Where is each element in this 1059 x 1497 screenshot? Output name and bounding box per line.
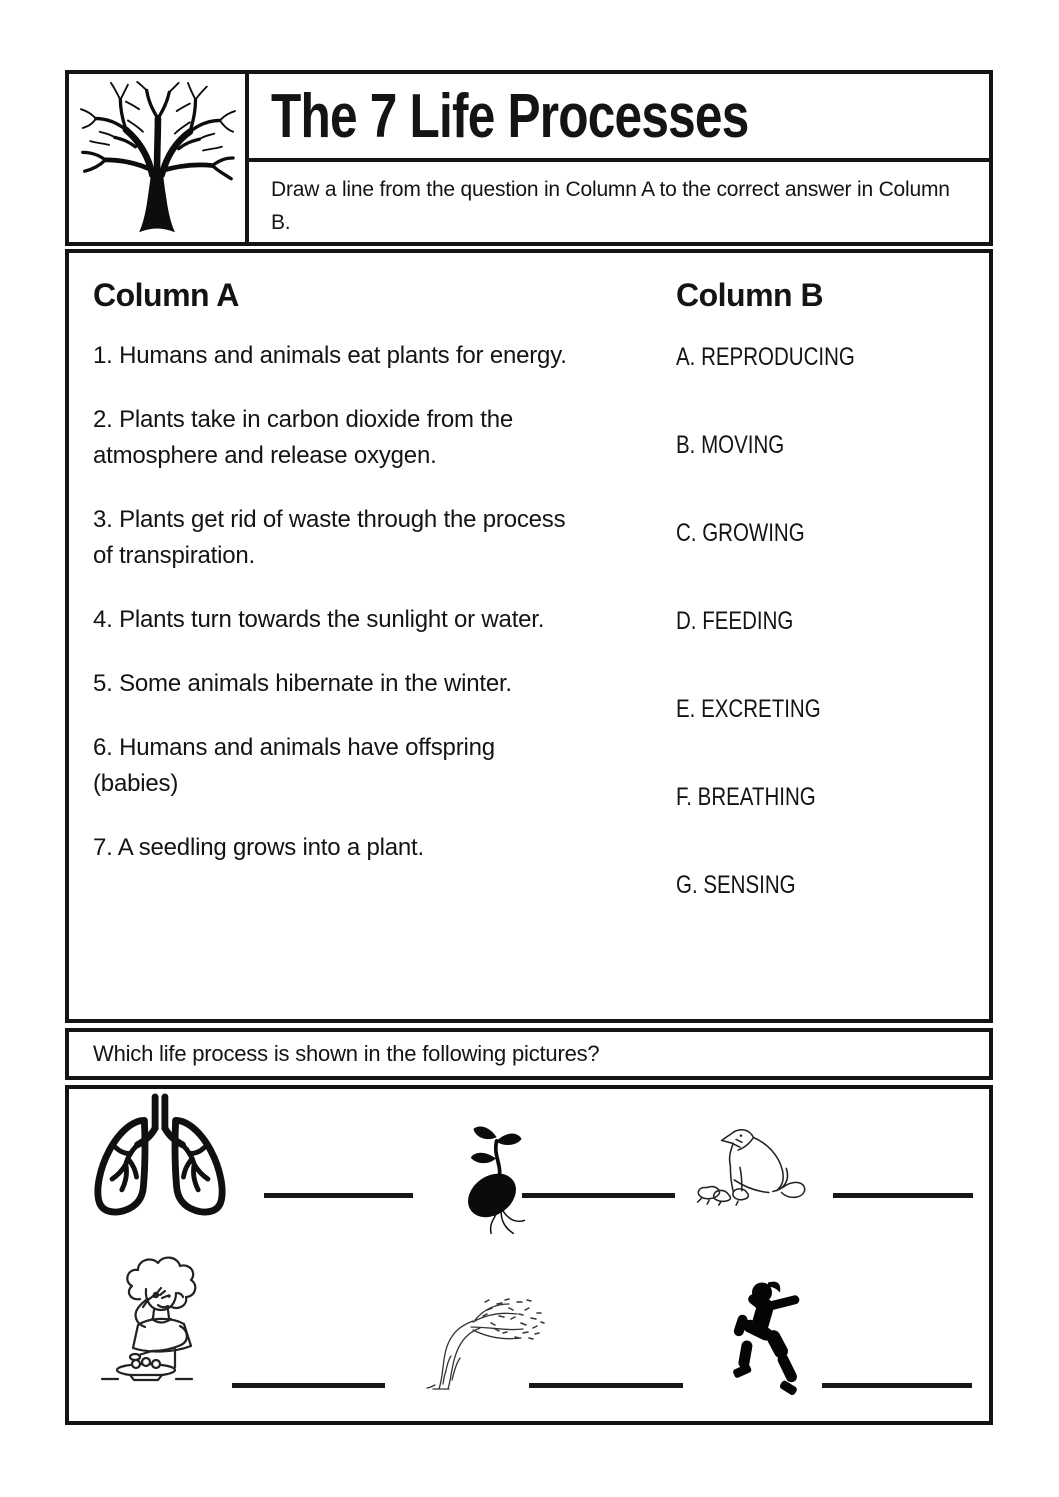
column-b-item-b: B. MOVING [676, 431, 785, 459]
person-eating-icon [90, 1253, 230, 1395]
column-a-item-1: 1. Humans and animals eat plants for energy. [93, 342, 567, 369]
bare-tree-icon [77, 81, 237, 236]
instructions-text: Draw a line from the question in Column A to the correct answer in Column B. [271, 178, 950, 234]
column-a-item-3: 3. Plants get rid of waste through the process of transpiration. [93, 506, 566, 569]
instructions-cell [249, 162, 989, 242]
picture-question-bar [65, 1028, 993, 1080]
column-b-item-g: G. SENSING [676, 871, 796, 899]
column-a-item-4: 4. Plants turn towards the sunlight or water. [93, 606, 545, 633]
answer-line-5 [529, 1383, 683, 1388]
answer-line-1 [264, 1193, 413, 1198]
answer-line-3 [833, 1193, 973, 1198]
column-b-heading: Column B [676, 277, 824, 313]
column-a-item-2: 2. Plants take in carbon dioxide from the atmosphere and release oxygen. [93, 406, 514, 469]
windblown-tree-icon [425, 1292, 545, 1392]
column-b-item-e: E. EXCRETING [676, 695, 821, 723]
column-b-item-f: F. BREATHING [676, 783, 816, 811]
column-b [676, 277, 976, 958]
column-b-item-d: D. FEEDING [676, 607, 794, 635]
germinating-seed-icon [455, 1113, 529, 1239]
column-b-item-c: C. GROWING [676, 519, 805, 547]
answer-line-4 [232, 1383, 385, 1388]
column-a-heading: Column A [93, 277, 239, 313]
page-title: The 7 Life Processes [271, 81, 749, 151]
answer-line-6 [822, 1383, 972, 1388]
title-cell [249, 74, 989, 162]
column-a-item-7: 7. A seedling grows into a plant. [93, 834, 424, 861]
column-a [93, 277, 577, 894]
column-a-item-5: 5. Some animals hibernate in the winter. [93, 670, 512, 697]
running-woman-icon [718, 1278, 808, 1404]
pictures-section [65, 1085, 993, 1425]
worksheet-header [65, 70, 993, 246]
dog-nursing-puppies-icon [685, 1124, 822, 1206]
picture-question-prompt: Which life process is shown in the following pictures? [93, 1041, 600, 1066]
column-a-item-6: 6. Humans and animals have offspring (babies) [93, 734, 495, 797]
lungs-icon [80, 1093, 240, 1225]
answer-line-2 [522, 1193, 675, 1198]
matching-section [65, 249, 993, 1023]
logo-cell [69, 74, 249, 242]
column-b-item-a: A. REPRODUCING [676, 343, 855, 371]
